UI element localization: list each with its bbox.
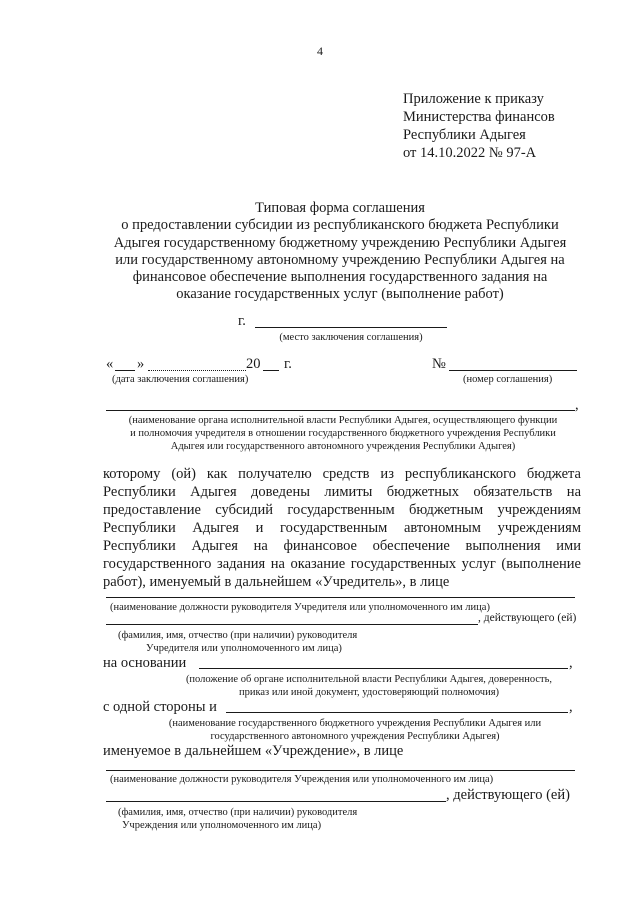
place-caption: (место заключения соглашения) <box>279 332 423 343</box>
founder-position-caption: (наименование должности руководителя Учредителя или уполномоченного им лица) <box>110 602 490 613</box>
basis-comma: , <box>569 655 573 671</box>
founder-name-caption <box>118 629 357 655</box>
authority-field[interactable] <box>106 410 575 411</box>
paragraph-line: работ), именуемый в дальнейшем «Учредитель», в лице <box>103 574 450 590</box>
paragraph-line: Республики Адыгея доведены лимиты бюджетных обязательств на <box>103 484 581 500</box>
title-line: Типовая форма соглашения <box>255 200 425 216</box>
founder-paragraph <box>103 465 581 591</box>
other-side-label: с одной стороны и <box>103 699 217 715</box>
institution-acting-label: , действующего (ей) <box>446 787 570 803</box>
institution-head-name-field[interactable] <box>106 801 446 802</box>
date-year-suffix: г. <box>284 356 292 372</box>
date-caption: (дата заключения соглашения) <box>112 374 249 385</box>
appendix-line: Министерства финансов <box>403 109 555 125</box>
number-sign: № <box>432 356 446 372</box>
date-year-field[interactable] <box>263 370 279 371</box>
caption-line: Учредителя или уполномоченного им лица) <box>146 643 342 654</box>
paragraph-line: предоставление субсидий государственным бюджетным учреждениям <box>103 502 581 518</box>
institution-position-caption: (наименование должности руководителя Учреждения или уполномоченного им лица) <box>110 774 494 785</box>
basis-caption <box>160 673 578 699</box>
institution-named-line: именуемое в дальнейшем «Учреждение», в лице <box>103 743 404 759</box>
appendix-block <box>403 90 555 162</box>
caption-line: Адыгея или государственного автономного учреждения Республики Адыгея) <box>170 441 516 452</box>
date-open-quote: « <box>106 356 114 372</box>
paragraph-line: которому (ой) как получателю средств из республиканского бюджета <box>103 466 581 482</box>
caption-line: (фамилия, имя, отчество (при наличии) руководителя <box>118 630 358 641</box>
number-caption: (номер соглашения) <box>463 374 553 385</box>
caption-line: приказ или иной документ, удостоверяющий полномочия) <box>238 687 500 698</box>
date-day-field[interactable] <box>115 370 135 371</box>
authority-comma: , <box>575 397 579 413</box>
date-month-field[interactable] <box>148 370 246 371</box>
paragraph-line: государственного задания на оказание государственных услуг (выполнение <box>103 556 581 572</box>
paragraph-line: Республики Адыгея на финансовое обеспечение выполнения ими <box>103 538 581 554</box>
title-line: оказание государственных услуг (выполнение работ) <box>176 286 504 303</box>
document-title <box>100 200 580 304</box>
caption-line: государственного автономного учреждения Республики Адыгея) <box>210 731 500 742</box>
page-number: 4 <box>317 44 323 58</box>
institution-name-caption <box>118 806 357 832</box>
caption-line: (наименование государственного бюджетного учреждения Республики Адыгея или <box>168 718 542 729</box>
institution-position-field[interactable] <box>106 770 575 771</box>
founder-acting-label: , действующего (ей) <box>478 612 577 624</box>
caption-line: (фамилия, имя, отчество (при наличии) руководителя <box>118 807 358 818</box>
place-prefix: г. <box>238 313 246 329</box>
appendix-line: от 14.10.2022 № 97-А <box>403 145 537 161</box>
title-line: или государственному автономному учреждению Республики Адыгея на <box>115 251 565 268</box>
paragraph-line: Республики Адыгея и государственным автономным учреждениям <box>103 520 581 536</box>
authority-caption <box>96 414 590 453</box>
title-line: Адыгея государственному бюджетному учреждению Республики Адыгея <box>113 234 567 251</box>
founder-name-field[interactable] <box>106 624 478 625</box>
agreement-number-field[interactable] <box>449 370 577 371</box>
institution-caption <box>140 717 570 743</box>
other-side-comma: , <box>569 699 573 715</box>
institution-name-field[interactable] <box>226 712 568 713</box>
caption-line: (положение об органе исполнительной власти Республики Адыгея, доверенность, <box>185 674 553 685</box>
caption-line: и полномочия учредителя в отношении государственного бюджетного учреждения Республики <box>130 428 556 439</box>
basis-field[interactable] <box>199 668 568 669</box>
appendix-line: Приложение к приказу <box>403 91 544 107</box>
basis-label: на основании <box>103 655 187 671</box>
date-close-quote: » <box>137 356 145 372</box>
date-year: 20 <box>246 356 261 372</box>
caption-line: Учреждения или уполномоченного им лица) <box>122 820 322 831</box>
title-line: о предоставлении субсидии из республиканского бюджета Республики <box>121 217 559 234</box>
title-line: финансовое обеспечение выполнения государственного задания на <box>132 269 548 286</box>
place-field[interactable] <box>255 327 447 328</box>
appendix-line: Республики Адыгея <box>403 127 526 143</box>
caption-line: (наименование органа исполнительной власти Республики Адыгея, осуществляющего функции <box>128 415 558 426</box>
founder-position-field[interactable] <box>106 597 575 598</box>
